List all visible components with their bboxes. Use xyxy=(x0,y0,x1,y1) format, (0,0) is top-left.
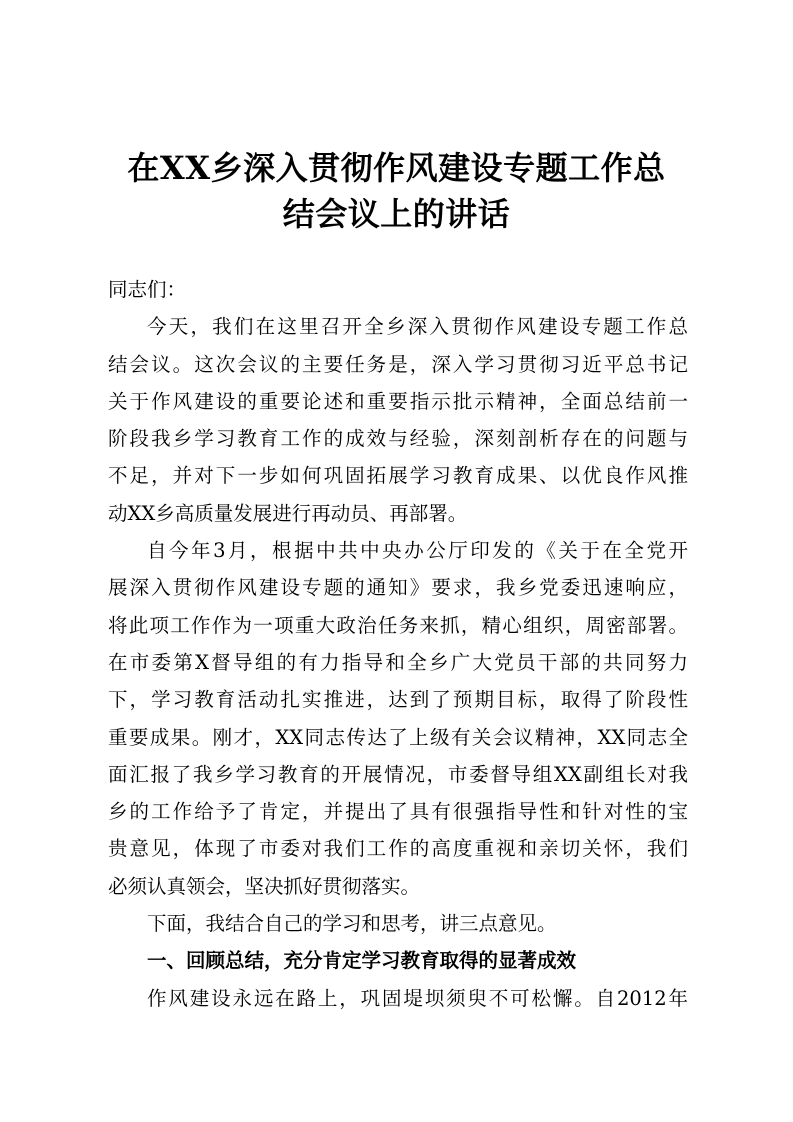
paragraph-1-line-5: 不足，并对下一步如何巩固拓展学习教育成果、以优良作风推 xyxy=(108,464,688,488)
document-title xyxy=(100,145,693,237)
title-line-2: 结会议上的讲话 xyxy=(282,195,511,233)
document-body xyxy=(108,271,688,1017)
paragraph-1-line-6: 动XX乡高质量发展进行再动员、再部署。 xyxy=(108,501,468,525)
salutation: 同志们： xyxy=(108,278,187,301)
paragraph-3: 下面，我结合自己的学习和思考，讲三点意见。 xyxy=(147,912,557,936)
paragraph-2-line-7: 面汇报了我乡学习教育的开展情况，市委督导组XX副组长对我 xyxy=(108,762,688,786)
paragraph-1-line-4: 阶段我乡学习教育工作的成效与经验，深刻剖析存在的问题与 xyxy=(108,427,688,451)
paragraph-4-line-1: 作风建设永远在路上，巩固堤坝须臾不可松懈。自2012年 xyxy=(147,986,688,1010)
paragraph-1-line-3: 关于作风建设的重要论述和重要指示批示精神，全面总结前一 xyxy=(108,389,688,413)
paragraph-2-line-5: 下，学习教育活动扎实推进，达到了预期目标，取得了阶段性 xyxy=(108,688,688,712)
paragraph-2-line-4: 在市委第X督导组的有力指导和全乡广大党员干部的共同努力 xyxy=(108,650,688,674)
paragraph-2-line-8: 乡的工作给予了肯定，并提出了具有很强指导性和针对性的宝 xyxy=(108,800,688,824)
paragraph-2-line-6: 重要成果。刚才，XX同志传达了上级有关会议精神，XX同志全 xyxy=(108,725,688,749)
paragraph-1-line-2: 结会议。这次会议的主要任务是，深入学习贯彻习近平总书记 xyxy=(108,352,688,376)
paragraph-1-line-1: 今天，我们在这里召开全乡深入贯彻作风建设专题工作总 xyxy=(147,315,688,339)
paragraph-2-line-1: 自今年3月，根据中共中央办公厅印发的《关于在全党开 xyxy=(147,539,688,563)
paragraph-2-line-9: 贵意见，体现了市委对我们工作的高度重视和亲切关怀，我们 xyxy=(108,837,688,861)
title-line-1: 在XX乡深入贯彻作风建设专题工作总 xyxy=(127,149,666,187)
paragraph-2-line-3: 将此项工作作为一项重大政治任务来抓，精心组织，周密部署。 xyxy=(108,613,688,637)
paragraph-2-line-10: 必须认真领会，坚决抓好贯彻落实。 xyxy=(108,874,421,898)
paragraph-2-line-2: 展深入贯彻作风建设专题的通知》要求，我乡党委迅速响应， xyxy=(108,576,688,600)
section-heading-1: 一、回顾总结，充分肯定学习教育取得的显著成效 xyxy=(147,949,577,973)
